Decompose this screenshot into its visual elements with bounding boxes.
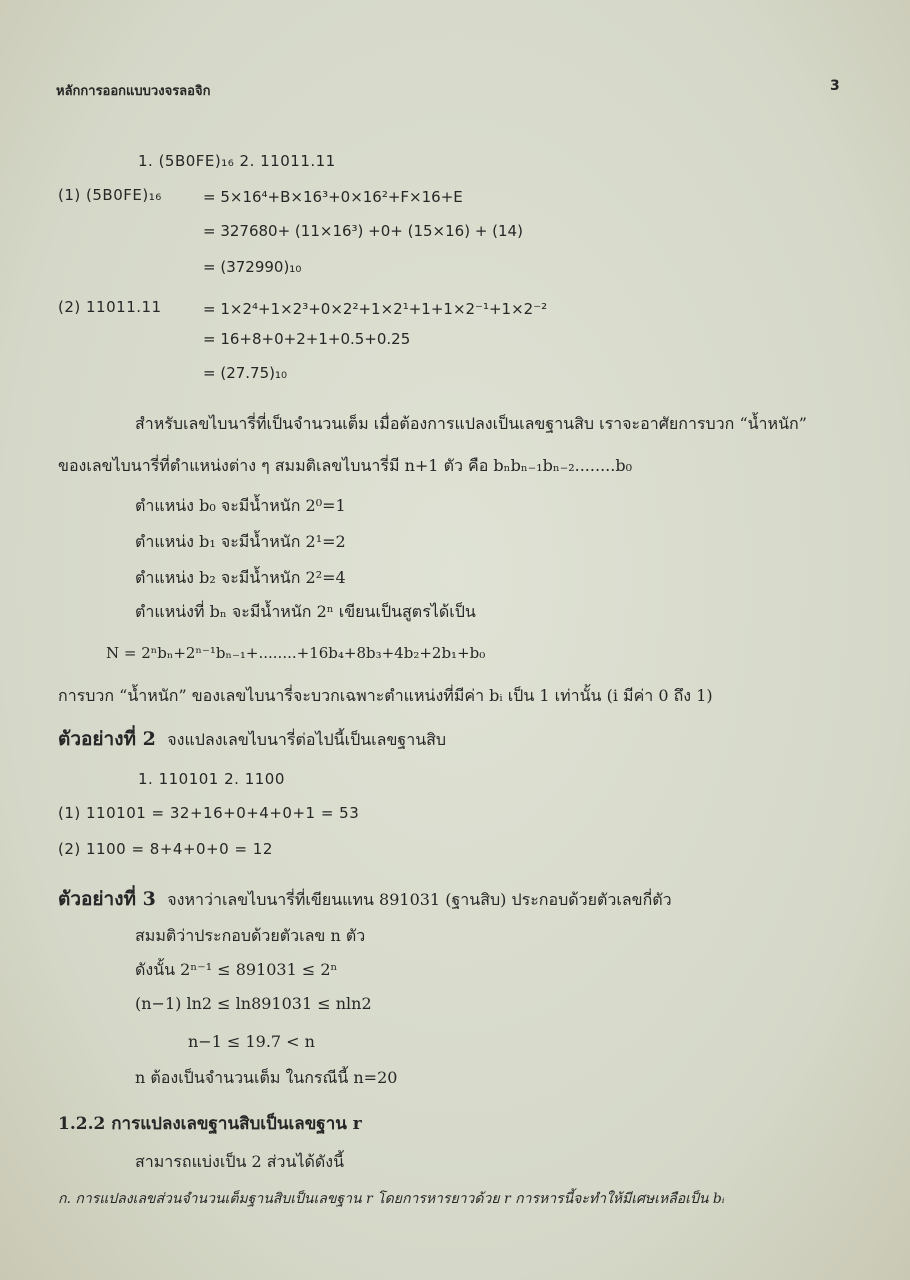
section-heading: 1.2.2 การแปลงเลขฐานสิบเป็นเลขฐาน r bbox=[58, 1114, 362, 1134]
solution-2-step-3: = (27.75)₁₀ bbox=[203, 364, 288, 382]
example-2-heading bbox=[58, 724, 446, 754]
example-3-step-3: (n−1) ln2 ≤ ln891031 ≤ nln2 bbox=[135, 994, 372, 1013]
example-2-problems: 1. 110101 2. 1100 bbox=[138, 770, 285, 788]
solution-1-label: (1) (5B0FE)₁₆ bbox=[58, 186, 162, 204]
solution-1-step-1: = 5×16⁴+B×16³+0×16²+F×16+E bbox=[203, 188, 463, 206]
weight-b0: ตำแหน่ง b₀ จะมีน้ำหนัก 2⁰=1 bbox=[135, 496, 346, 515]
example-2-text: จงแปลงเลขไบนารี่ต่อไปนี้เป็นเลขฐานสิบ bbox=[167, 730, 447, 749]
example-3-heading bbox=[58, 884, 672, 914]
paragraph-line-1: สำหรับเลขไบนารี่ที่เป็นจำนวนเต็ม เมื่อต้องการแปลงเป็นเลขฐานสิบ เราจะอาศัยการบวก “น้ำหนัก” bbox=[135, 414, 807, 433]
solution-2-step-2: = 16+8+0+2+1+0.5+0.25 bbox=[203, 330, 411, 348]
example-3-step-4: n−1 ≤ 19.7 < n bbox=[188, 1032, 315, 1051]
paragraph-line-3: การบวก “น้ำหนัก” ของเลขไบนารี่จะบวกเฉพาะตำแหน่งที่มีค่า bᵢ เป็น 1 เท่านั้น (i มีค่า 0 ถึง 1) bbox=[58, 686, 713, 705]
weight-formula: N = 2ⁿbₙ+2ⁿ⁻¹bₙ₋₁+........+16b₄+8b₃+4b₂+2b₁+b₀ bbox=[106, 644, 486, 662]
example-2-title: ตัวอย่างที่ 2 bbox=[58, 728, 156, 750]
example-3-text: จงหาว่าเลขไบนารี่ที่เขียนแทน 891031 (ฐานสิบ) ประกอบด้วยตัวเลขกี่ตัว bbox=[167, 890, 672, 909]
example-problems: 1. (5B0FE)₁₆ 2. 11011.11 bbox=[138, 152, 336, 170]
example-3-step-5: n ต้องเป็นจำนวนเต็ม ในกรณีนี้ n=20 bbox=[135, 1068, 398, 1087]
example-2-solution-1: (1) 110101 = 32+16+0+4+0+1 = 53 bbox=[58, 804, 360, 822]
example-3-step-1: สมมติว่าประกอบด้วยตัวเลข n ตัว bbox=[135, 926, 366, 945]
page-number: 3 bbox=[830, 78, 840, 94]
paragraph-line-2: ของเลขไบนารี่ที่ตำแหน่งต่าง ๆ สมมติเลขไบนารี่มี n+1 ตัว คือ bₙbₙ₋₁bₙ₋₂........b₀ bbox=[58, 456, 632, 475]
weight-b2: ตำแหน่ง b₂ จะมีน้ำหนัก 2²=4 bbox=[135, 568, 346, 587]
example-2-solution-2: (2) 1100 = 8+4+0+0 = 12 bbox=[58, 840, 273, 858]
weight-bn: ตำแหน่งที่ bₙ จะมีน้ำหนัก 2ⁿ เขียนเป็นสูตรได้เป็น bbox=[135, 602, 476, 621]
example-3-title: ตัวอย่างที่ 3 bbox=[58, 888, 156, 910]
solution-2-step-1: = 1×2⁴+1×2³+0×2²+1×2¹+1+1×2⁻¹+1×2⁻² bbox=[203, 300, 548, 318]
weight-b1: ตำแหน่ง b₁ จะมีน้ำหนัก 2¹=2 bbox=[135, 532, 346, 551]
solution-2-label: (2) 11011.11 bbox=[58, 298, 162, 316]
header-title: หลักการออกแบบวงจรลอจิก bbox=[56, 84, 211, 99]
section-text-2: ก. การแปลงเลขส่วนจำนวนเต็มฐานสิบเป็นเลขฐาน r โดยการหารยาวด้วย r การหารนี้จะทำให้มีเศษเหลือเป็น bᵢ bbox=[58, 1191, 725, 1207]
example-3-step-2: ดังนั้น 2ⁿ⁻¹ ≤ 891031 ≤ 2ⁿ bbox=[135, 960, 338, 979]
solution-1-step-3: = (372990)₁₀ bbox=[203, 258, 302, 276]
section-text-1: สามารถแบ่งเป็น 2 ส่วนได้ดังนี้ bbox=[135, 1152, 345, 1171]
solution-1-step-2: = 327680+ (11×16³) +0+ (15×16) + (14) bbox=[203, 222, 523, 240]
